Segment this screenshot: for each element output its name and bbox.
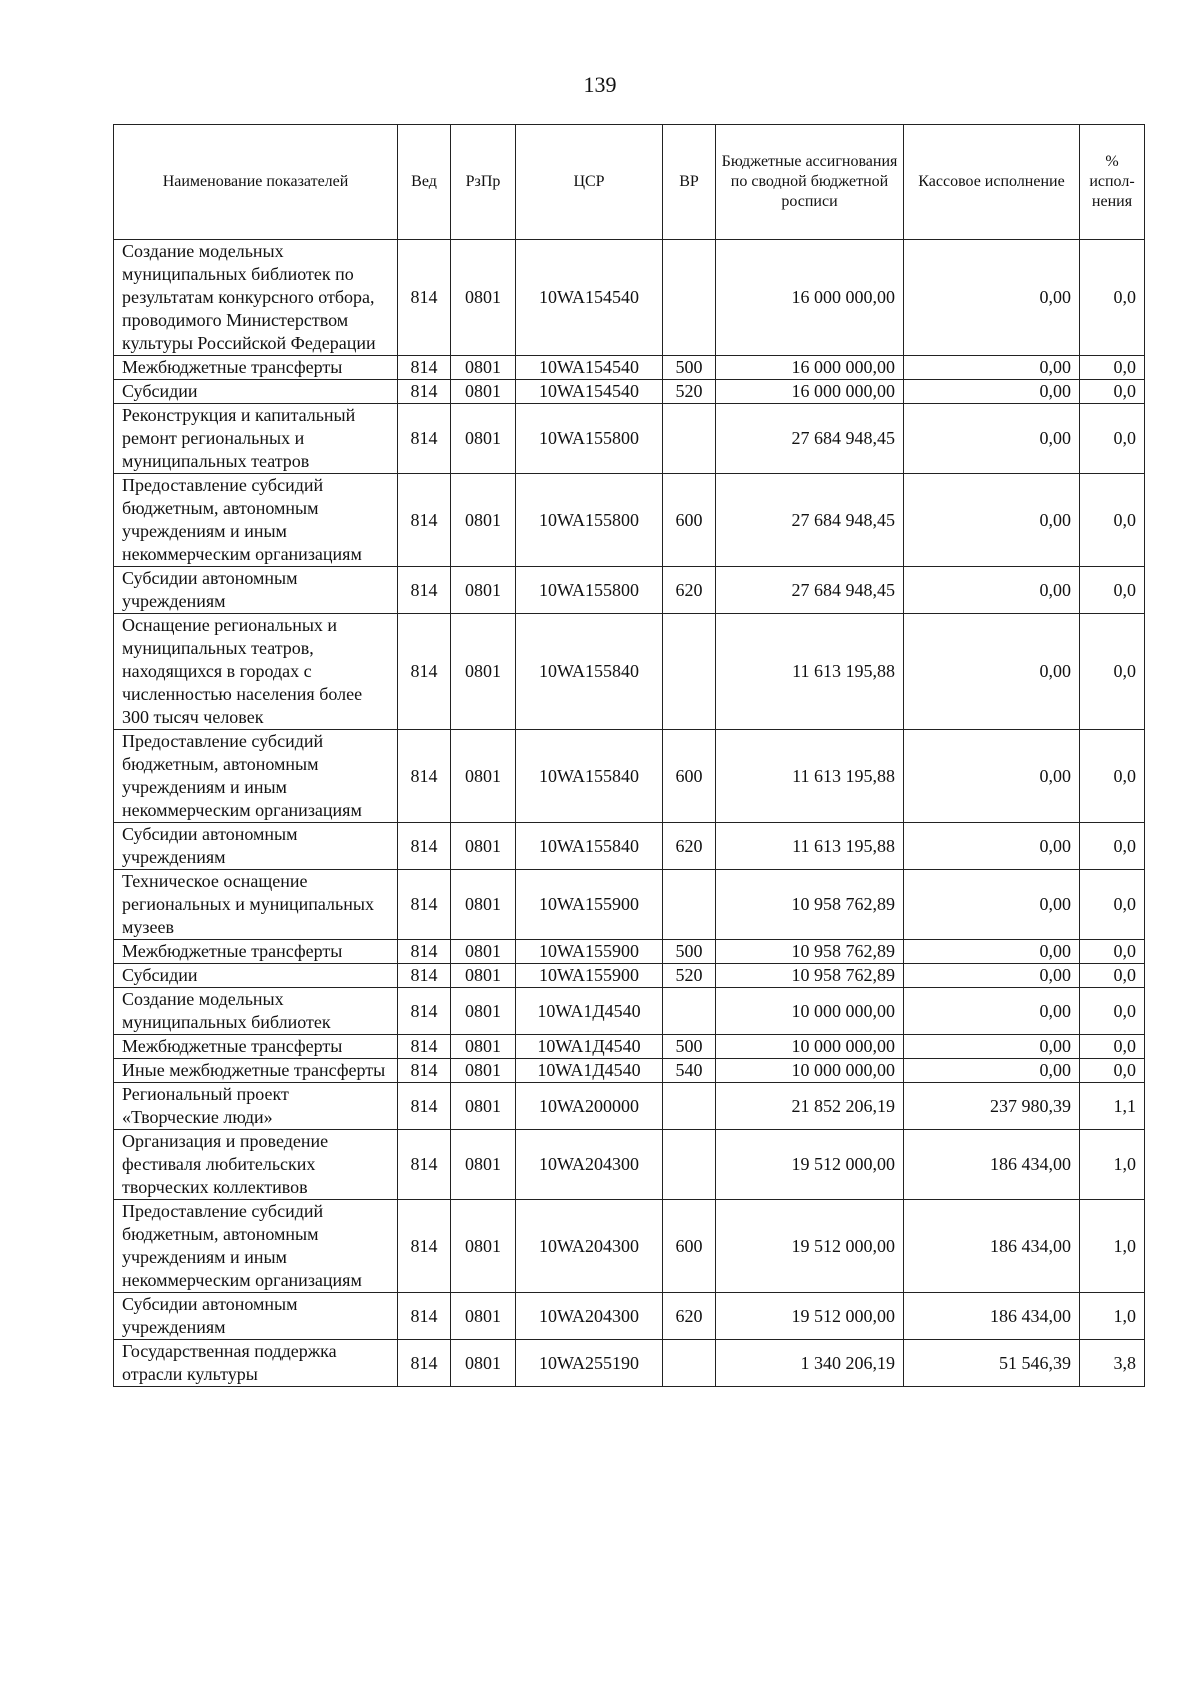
cell-vr bbox=[663, 1083, 716, 1130]
cell-cash: 0,00 bbox=[904, 988, 1080, 1035]
cell-name: Субсидии автономным учреждениям bbox=[114, 1293, 398, 1340]
cell-cash: 0,00 bbox=[904, 356, 1080, 380]
header-vr: ВР bbox=[663, 125, 716, 240]
cell-csr: 10WA200000 bbox=[516, 1083, 663, 1130]
table-row bbox=[114, 823, 1145, 870]
cell-pct: 0,0 bbox=[1080, 1059, 1145, 1083]
cell-pct: 1,1 bbox=[1080, 1083, 1145, 1130]
cell-rzpr: 0801 bbox=[451, 404, 516, 474]
cell-rzpr: 0801 bbox=[451, 1200, 516, 1293]
table-header-row bbox=[114, 125, 1145, 240]
cell-rzpr: 0801 bbox=[451, 1130, 516, 1200]
cell-pct: 0,0 bbox=[1080, 823, 1145, 870]
cell-ved: 814 bbox=[398, 1059, 451, 1083]
cell-vr: 500 bbox=[663, 356, 716, 380]
cell-ved: 814 bbox=[398, 870, 451, 940]
table-row bbox=[114, 1130, 1145, 1200]
cell-ved: 814 bbox=[398, 380, 451, 404]
table-row bbox=[114, 380, 1145, 404]
cell-name: Создание модельных муниципальных библиотек bbox=[114, 988, 398, 1035]
cell-ved: 814 bbox=[398, 404, 451, 474]
cell-pct: 0,0 bbox=[1080, 614, 1145, 730]
cell-pct: 0,0 bbox=[1080, 964, 1145, 988]
cell-rzpr: 0801 bbox=[451, 614, 516, 730]
cell-name: Иные межбюджетные трансферты bbox=[114, 1059, 398, 1083]
cell-name: Государственная поддержка отрасли культуры bbox=[114, 1340, 398, 1387]
cell-cash: 0,00 bbox=[904, 1059, 1080, 1083]
table-row bbox=[114, 614, 1145, 730]
cell-pct: 0,0 bbox=[1080, 1035, 1145, 1059]
cell-ved: 814 bbox=[398, 730, 451, 823]
cell-name: Предоставление субсидий бюджетным, автономным учреждениям и иным некоммерческим организациям bbox=[114, 474, 398, 567]
budget-execution-table bbox=[113, 124, 1145, 1387]
cell-name: Предоставление субсидий бюджетным, автономным учреждениям и иным некоммерческим организациям bbox=[114, 1200, 398, 1293]
cell-csr: 10WA155900 bbox=[516, 940, 663, 964]
cell-cash: 0,00 bbox=[904, 1035, 1080, 1059]
cell-csr: 10WA155800 bbox=[516, 474, 663, 567]
cell-vr bbox=[663, 404, 716, 474]
cell-budget: 10 958 762,89 bbox=[716, 870, 904, 940]
header-pct: % испол-нения bbox=[1080, 125, 1145, 240]
cell-budget: 19 512 000,00 bbox=[716, 1130, 904, 1200]
cell-budget: 27 684 948,45 bbox=[716, 567, 904, 614]
cell-budget: 10 000 000,00 bbox=[716, 1035, 904, 1059]
cell-csr: 10WA155800 bbox=[516, 404, 663, 474]
cell-ved: 814 bbox=[398, 1083, 451, 1130]
cell-pct: 0,0 bbox=[1080, 474, 1145, 567]
cell-budget: 19 512 000,00 bbox=[716, 1200, 904, 1293]
cell-cash: 186 434,00 bbox=[904, 1200, 1080, 1293]
cell-ved: 814 bbox=[398, 240, 451, 356]
cell-ved: 814 bbox=[398, 1130, 451, 1200]
cell-rzpr: 0801 bbox=[451, 240, 516, 356]
cell-vr: 620 bbox=[663, 567, 716, 614]
cell-budget: 16 000 000,00 bbox=[716, 380, 904, 404]
table-row bbox=[114, 730, 1145, 823]
header-cash: Кассовое исполнение bbox=[904, 125, 1080, 240]
cell-cash: 0,00 bbox=[904, 567, 1080, 614]
cell-name: Субсидии автономным учреждениям bbox=[114, 823, 398, 870]
cell-ved: 814 bbox=[398, 1200, 451, 1293]
cell-cash: 51 546,39 bbox=[904, 1340, 1080, 1387]
cell-vr: 620 bbox=[663, 823, 716, 870]
cell-ved: 814 bbox=[398, 614, 451, 730]
cell-csr: 10WA155800 bbox=[516, 567, 663, 614]
cell-name: Реконструкция и капитальный ремонт региональных и муниципальных театров bbox=[114, 404, 398, 474]
cell-ved: 814 bbox=[398, 567, 451, 614]
cell-ved: 814 bbox=[398, 823, 451, 870]
cell-name: Межбюджетные трансферты bbox=[114, 356, 398, 380]
cell-budget: 10 000 000,00 bbox=[716, 988, 904, 1035]
table-row bbox=[114, 1340, 1145, 1387]
cell-cash: 0,00 bbox=[904, 614, 1080, 730]
cell-csr: 10WA204300 bbox=[516, 1130, 663, 1200]
cell-budget: 10 958 762,89 bbox=[716, 964, 904, 988]
cell-cash: 0,00 bbox=[904, 940, 1080, 964]
cell-pct: 0,0 bbox=[1080, 988, 1145, 1035]
table-row bbox=[114, 404, 1145, 474]
cell-cash: 0,00 bbox=[904, 404, 1080, 474]
cell-ved: 814 bbox=[398, 1035, 451, 1059]
cell-ved: 814 bbox=[398, 940, 451, 964]
cell-csr: 10WA1Д4540 bbox=[516, 988, 663, 1035]
cell-cash: 0,00 bbox=[904, 823, 1080, 870]
cell-cash: 0,00 bbox=[904, 964, 1080, 988]
cell-pct: 0,0 bbox=[1080, 870, 1145, 940]
table-row bbox=[114, 1293, 1145, 1340]
cell-cash: 0,00 bbox=[904, 730, 1080, 823]
cell-rzpr: 0801 bbox=[451, 1083, 516, 1130]
cell-csr: 10WA155900 bbox=[516, 870, 663, 940]
cell-ved: 814 bbox=[398, 474, 451, 567]
cell-rzpr: 0801 bbox=[451, 823, 516, 870]
cell-csr: 10WA204300 bbox=[516, 1200, 663, 1293]
cell-rzpr: 0801 bbox=[451, 1059, 516, 1083]
cell-csr: 10WA154540 bbox=[516, 240, 663, 356]
cell-rzpr: 0801 bbox=[451, 567, 516, 614]
cell-vr bbox=[663, 1340, 716, 1387]
cell-cash: 0,00 bbox=[904, 870, 1080, 940]
cell-budget: 11 613 195,88 bbox=[716, 614, 904, 730]
cell-csr: 10WA1Д4540 bbox=[516, 1035, 663, 1059]
cell-rzpr: 0801 bbox=[451, 1035, 516, 1059]
cell-rzpr: 0801 bbox=[451, 940, 516, 964]
cell-csr: 10WA154540 bbox=[516, 380, 663, 404]
cell-pct: 1,0 bbox=[1080, 1130, 1145, 1200]
cell-ved: 814 bbox=[398, 356, 451, 380]
table-body bbox=[114, 240, 1145, 1387]
cell-name: Субсидии bbox=[114, 380, 398, 404]
cell-vr: 600 bbox=[663, 1200, 716, 1293]
cell-pct: 3,8 bbox=[1080, 1340, 1145, 1387]
cell-cash: 0,00 bbox=[904, 380, 1080, 404]
cell-rzpr: 0801 bbox=[451, 988, 516, 1035]
cell-rzpr: 0801 bbox=[451, 356, 516, 380]
cell-budget: 21 852 206,19 bbox=[716, 1083, 904, 1130]
header-csr: ЦСР bbox=[516, 125, 663, 240]
table-row bbox=[114, 1083, 1145, 1130]
cell-name: Региональный проект «Творческие люди» bbox=[114, 1083, 398, 1130]
cell-vr bbox=[663, 870, 716, 940]
cell-cash: 0,00 bbox=[904, 474, 1080, 567]
cell-csr: 10WA155840 bbox=[516, 730, 663, 823]
cell-budget: 11 613 195,88 bbox=[716, 823, 904, 870]
cell-cash: 186 434,00 bbox=[904, 1130, 1080, 1200]
cell-vr: 600 bbox=[663, 474, 716, 567]
cell-csr: 10WA154540 bbox=[516, 356, 663, 380]
table-row bbox=[114, 474, 1145, 567]
cell-pct: 1,0 bbox=[1080, 1293, 1145, 1340]
table-row bbox=[114, 567, 1145, 614]
cell-vr: 620 bbox=[663, 1293, 716, 1340]
cell-budget: 16 000 000,00 bbox=[716, 240, 904, 356]
cell-pct: 0,0 bbox=[1080, 380, 1145, 404]
cell-budget: 1 340 206,19 bbox=[716, 1340, 904, 1387]
cell-ved: 814 bbox=[398, 964, 451, 988]
cell-vr bbox=[663, 614, 716, 730]
cell-cash: 186 434,00 bbox=[904, 1293, 1080, 1340]
cell-budget: 19 512 000,00 bbox=[716, 1293, 904, 1340]
cell-name: Создание модельных муниципальных библиотек по результатам конкурсного отбора, проводимого Министерством культуры Российской Федерации bbox=[114, 240, 398, 356]
cell-rzpr: 0801 bbox=[451, 1293, 516, 1340]
table-row bbox=[114, 240, 1145, 356]
table-row bbox=[114, 1035, 1145, 1059]
cell-pct: 0,0 bbox=[1080, 940, 1145, 964]
cell-vr bbox=[663, 988, 716, 1035]
cell-rzpr: 0801 bbox=[451, 964, 516, 988]
cell-pct: 0,0 bbox=[1080, 356, 1145, 380]
cell-pct: 0,0 bbox=[1080, 404, 1145, 474]
table-row bbox=[114, 870, 1145, 940]
cell-vr: 540 bbox=[663, 1059, 716, 1083]
cell-vr: 520 bbox=[663, 964, 716, 988]
cell-csr: 10WA155900 bbox=[516, 964, 663, 988]
table-row bbox=[114, 964, 1145, 988]
cell-pct: 0,0 bbox=[1080, 567, 1145, 614]
cell-csr: 10WA155840 bbox=[516, 823, 663, 870]
cell-pct: 1,0 bbox=[1080, 1200, 1145, 1293]
cell-rzpr: 0801 bbox=[451, 380, 516, 404]
cell-vr: 500 bbox=[663, 940, 716, 964]
cell-name: Межбюджетные трансферты bbox=[114, 940, 398, 964]
cell-rzpr: 0801 bbox=[451, 474, 516, 567]
table-row bbox=[114, 940, 1145, 964]
cell-name: Предоставление субсидий бюджетным, автономным учреждениям и иным некоммерческим организациям bbox=[114, 730, 398, 823]
cell-budget: 27 684 948,45 bbox=[716, 404, 904, 474]
cell-budget: 16 000 000,00 bbox=[716, 356, 904, 380]
cell-vr bbox=[663, 240, 716, 356]
cell-pct: 0,0 bbox=[1080, 240, 1145, 356]
header-ved: Вед bbox=[398, 125, 451, 240]
cell-budget: 10 000 000,00 bbox=[716, 1059, 904, 1083]
cell-vr: 500 bbox=[663, 1035, 716, 1059]
cell-rzpr: 0801 bbox=[451, 1340, 516, 1387]
cell-name: Оснащение региональных и муниципальных театров, находящихся в городах с численностью населения более 300 тысяч человек bbox=[114, 614, 398, 730]
table-row bbox=[114, 356, 1145, 380]
cell-name: Субсидии автономным учреждениям bbox=[114, 567, 398, 614]
cell-name: Межбюджетные трансферты bbox=[114, 1035, 398, 1059]
cell-budget: 10 958 762,89 bbox=[716, 940, 904, 964]
cell-rzpr: 0801 bbox=[451, 730, 516, 823]
cell-vr: 520 bbox=[663, 380, 716, 404]
cell-name: Субсидии bbox=[114, 964, 398, 988]
cell-cash: 0,00 bbox=[904, 240, 1080, 356]
cell-csr: 10WA255190 bbox=[516, 1340, 663, 1387]
cell-vr: 600 bbox=[663, 730, 716, 823]
header-name: Наименование показателей bbox=[114, 125, 398, 240]
cell-ved: 814 bbox=[398, 1340, 451, 1387]
header-budget: Бюджетные ассигнования по сводной бюджетной росписи bbox=[716, 125, 904, 240]
cell-name: Организация и проведение фестиваля любительских творческих коллективов bbox=[114, 1130, 398, 1200]
cell-pct: 0,0 bbox=[1080, 730, 1145, 823]
table-row bbox=[114, 1200, 1145, 1293]
cell-csr: 10WA155840 bbox=[516, 614, 663, 730]
cell-ved: 814 bbox=[398, 1293, 451, 1340]
cell-name: Техническое оснащение региональных и муниципальных музеев bbox=[114, 870, 398, 940]
cell-csr: 10WA1Д4540 bbox=[516, 1059, 663, 1083]
cell-cash: 237 980,39 bbox=[904, 1083, 1080, 1130]
cell-rzpr: 0801 bbox=[451, 870, 516, 940]
header-rzpr: РзПр bbox=[451, 125, 516, 240]
cell-csr: 10WA204300 bbox=[516, 1293, 663, 1340]
cell-budget: 27 684 948,45 bbox=[716, 474, 904, 567]
page-number: 139 bbox=[583, 72, 617, 97]
table-row bbox=[114, 988, 1145, 1035]
cell-budget: 11 613 195,88 bbox=[716, 730, 904, 823]
cell-vr bbox=[663, 1130, 716, 1200]
table-row bbox=[114, 1059, 1145, 1083]
cell-ved: 814 bbox=[398, 988, 451, 1035]
